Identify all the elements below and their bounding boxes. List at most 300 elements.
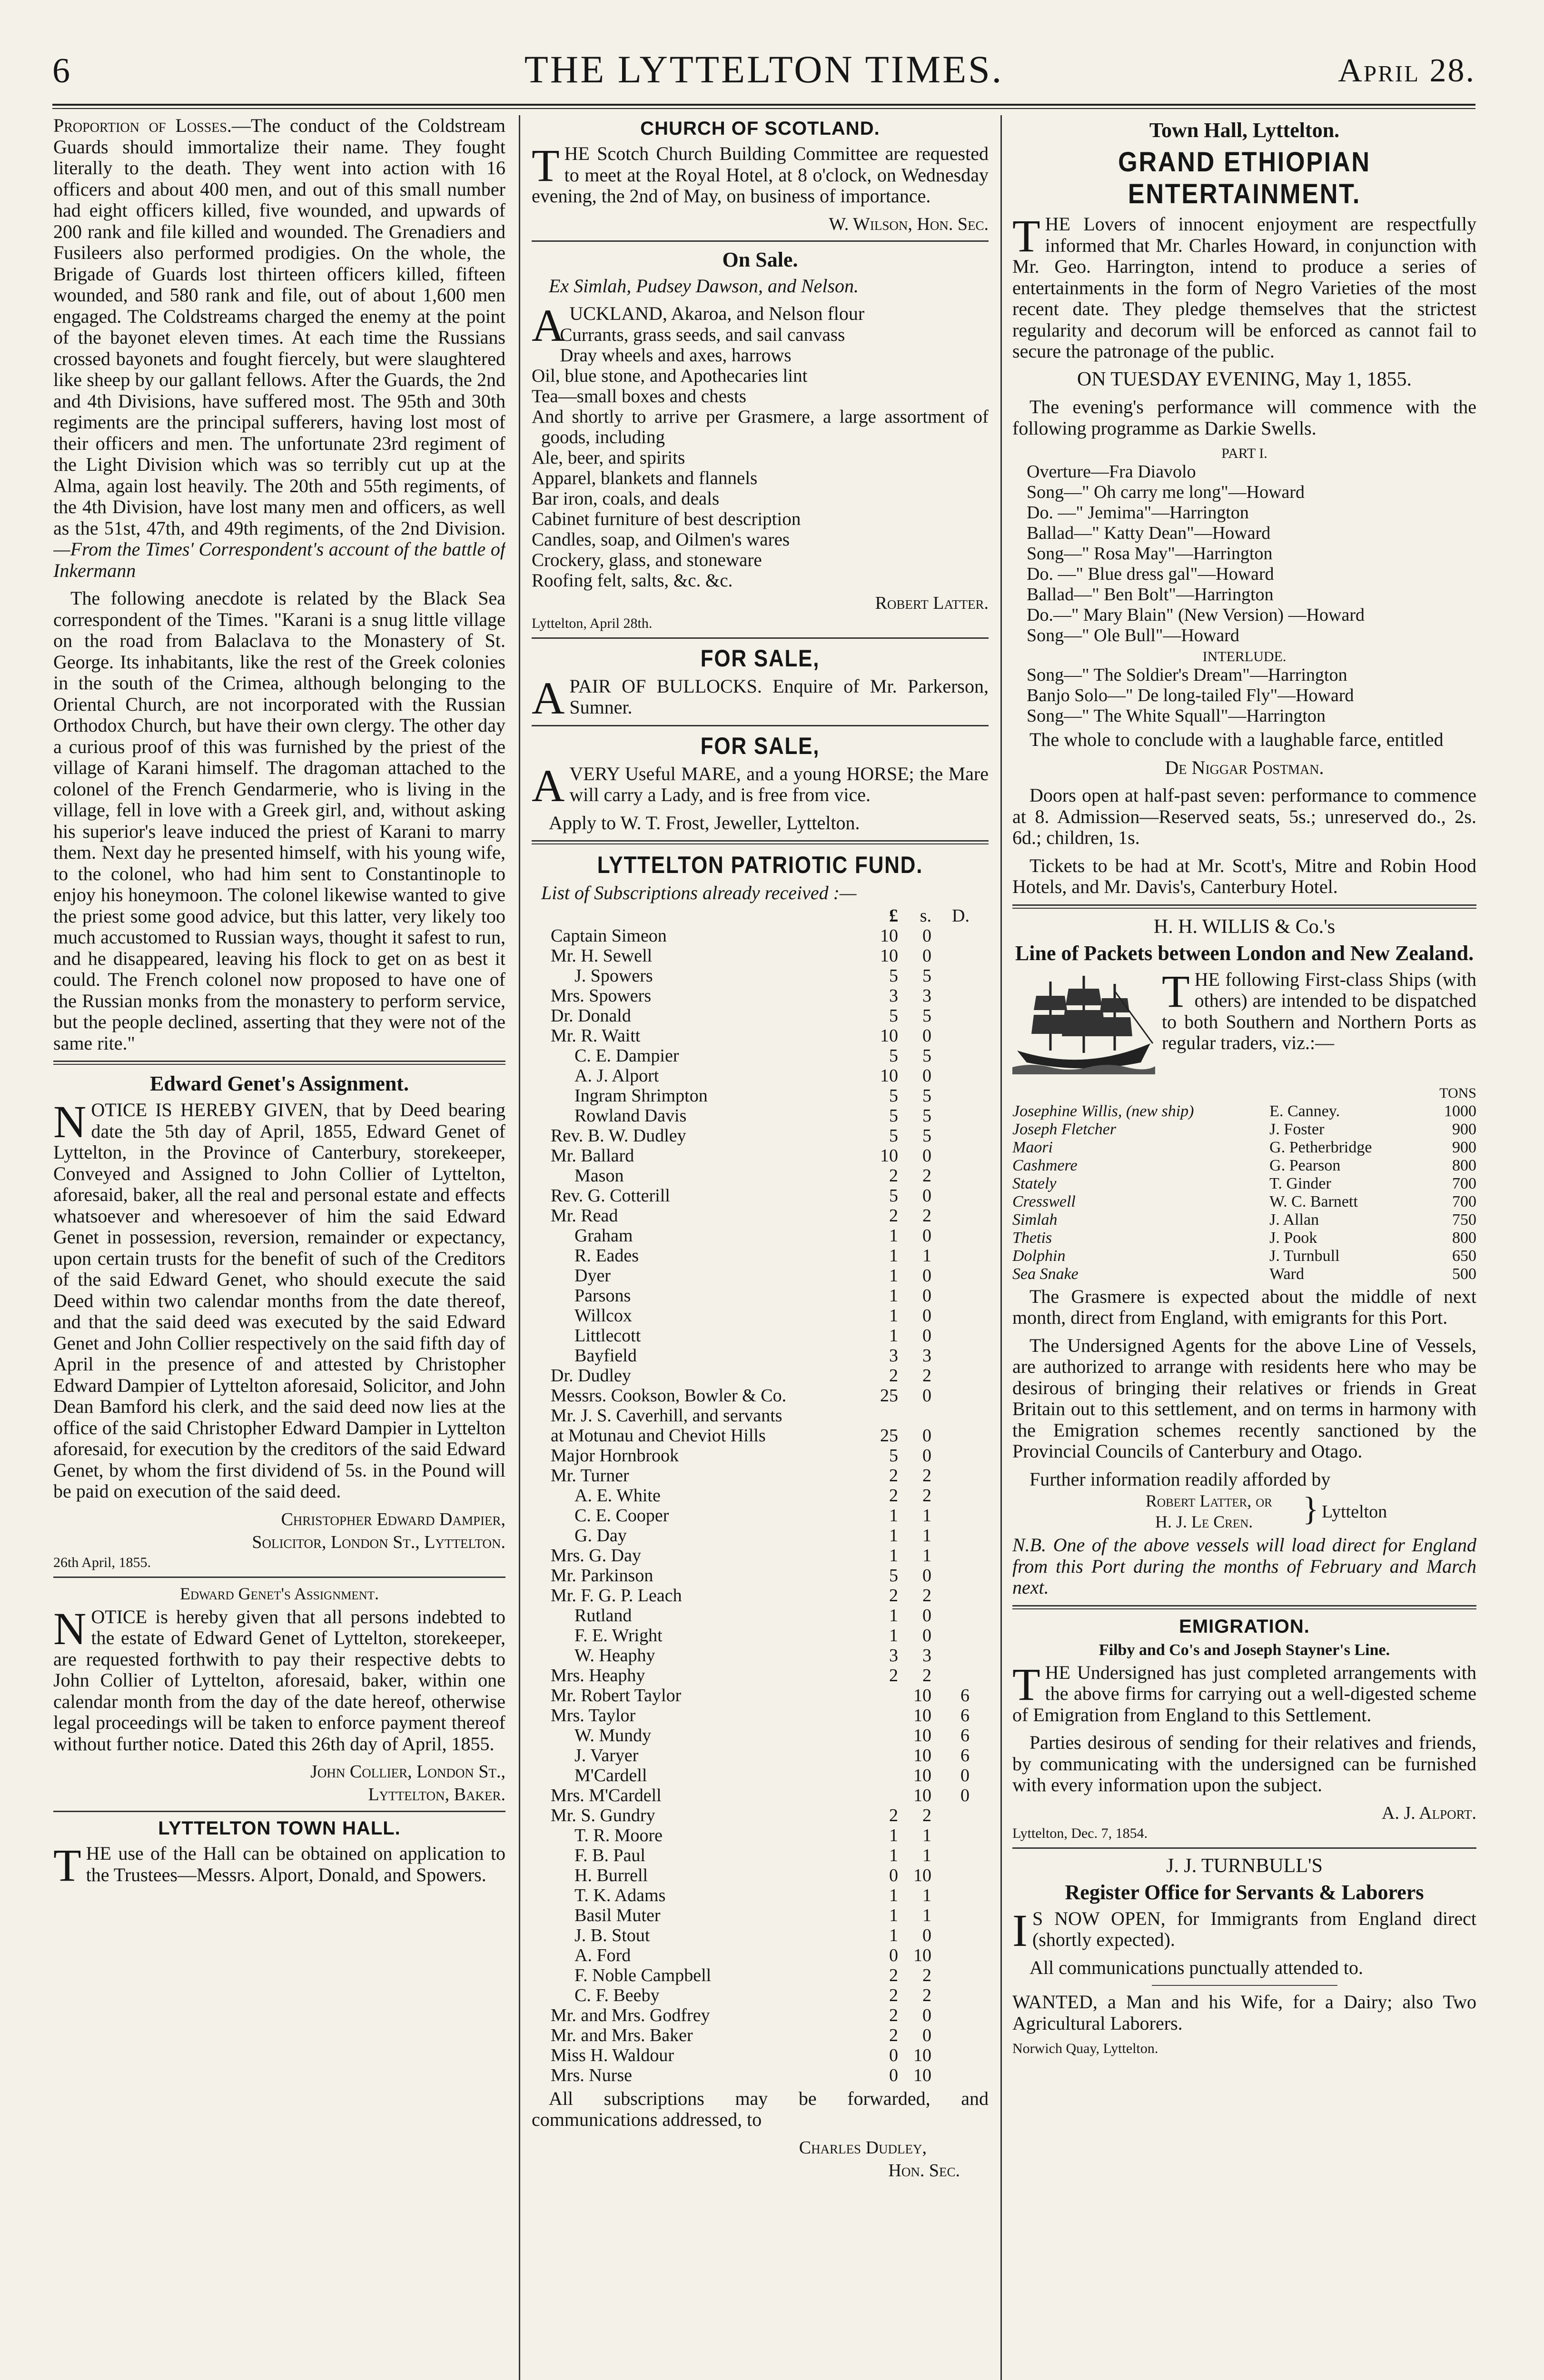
ship-master: W. C. Barnett (1269, 1192, 1358, 1210)
amount-pence (931, 946, 989, 966)
amount-pence (931, 1426, 989, 1446)
amount-pence (931, 1865, 989, 1885)
agents-block (1012, 1491, 1476, 1535)
genet-notice (53, 1096, 505, 1502)
subscriber-name: Dr. Dudley (551, 1365, 631, 1386)
amount-shillings: 10 (913, 1705, 931, 1726)
amount-pounds: 5 (889, 1105, 898, 1126)
amount-pounds: 10 (880, 925, 898, 946)
amount-pounds: 2 (889, 1665, 898, 1686)
ship-tons: 500 (1452, 1265, 1476, 1283)
subscription-row (532, 1046, 989, 1066)
section-rule (53, 1061, 505, 1065)
subscriber-name: at Motunau and Cheviot Hills (551, 1425, 766, 1446)
drop-cap: T (1162, 965, 1190, 1017)
subscriber-name: Mr. Ballard (551, 1145, 634, 1166)
subscriber-name: Mr. Parkinson (551, 1565, 653, 1586)
subscription-row (532, 1706, 989, 1726)
program-item: Song—" Oh carry me long"—Howard (1027, 482, 1305, 502)
section-rule (53, 1811, 505, 1812)
willis-agents: The Undersigned Agents for the above Line of Vessels, are authorized to arrange with residents here who may be desirous of bringing their relatives or friends in Great Britain out to this settlement, and on terms in harmony with the Emigration schemes recently sanctioned by the Provincial Councils of Canterbury and Otago. (1012, 1334, 1476, 1462)
amount-pence (931, 2025, 989, 2045)
ship-master: E. Canney. (1269, 1102, 1340, 1120)
church-notice (532, 140, 989, 207)
amount-pounds: 10 (880, 1025, 898, 1046)
amount-pounds (865, 1686, 898, 1706)
program-farce: De Niggar Postman. (1165, 756, 1324, 778)
church-heading: CHURCH OF SCOTLAND. (640, 118, 880, 139)
subscription-table (532, 906, 989, 2085)
subscriber-name: Mr. H. Sewell (551, 945, 653, 966)
drop-cap: I (1012, 1904, 1028, 1956)
ship-master: T. Ginder (1269, 1174, 1331, 1192)
turnbull-name: J. J. TURNBULL'S (1166, 1854, 1323, 1877)
amount-pence (931, 1646, 989, 1666)
subscriber-name: Basil Muter (574, 1905, 661, 1925)
agent-name: Robert Latter, or (1146, 1491, 1272, 1510)
amount-pence (931, 1306, 989, 1326)
ship-tons: 1000 (1444, 1102, 1476, 1120)
subscriber-name: Bayfield (574, 1345, 637, 1366)
signature: A. J. Alport. (1382, 1803, 1476, 1823)
onsale-item: Crockery, glass, and stoneware (532, 549, 762, 570)
drop-cap: T (53, 1840, 81, 1891)
amount-shillings: 2 (922, 1665, 931, 1686)
amount-shillings: 5 (922, 965, 931, 986)
subscriber-name: W. Mundy (574, 1725, 652, 1745)
article-body: —The conduct of the Coldstream Guards should immortalize their name. They fought literally to the death. They went into action with 16 officers and about 400 men, and out of this small number had eight officers killed, five wounded, and upwards of 200 rank and file killed and wounded. The Grenadiers and Fusileers also performed prodigies. On the whole, the Brigade of Guards lost thirteen officers killed, fifteen wounded, and 580 rank and file, out of about 1,600 men engaged. The Coldstreams charged the enemy at the point of the bayonet eleven times. At each time the Russians crossed bayonets and fought fiercely, but were slaughtered like sheep by our gallant fellows. After the Guards, the 2nd and 4th Divisions, have suffered most. The 95th and 30th regiments are the principal sufferers, having lost most of their officers and men. The unfortunate 23rd regiment of the Light Division which was so terribly cut up at the Alma, again lost heavily. The 20th and 55th regiments, of the 4th Division, have lost many men and officers, as well as the 51st, 47th, and 49th regiments, of the 2nd Division. (53, 115, 505, 539)
amount-shillings: 2 (922, 1205, 931, 1226)
ship-vessel: Thetis (1012, 1229, 1052, 1247)
subscriber-name: Mrs. Spowers (551, 985, 652, 1006)
amount-pence: 6 (960, 1745, 970, 1765)
subscription-row (532, 1825, 989, 1845)
subscription-row (532, 1526, 989, 1546)
subscription-row (532, 1885, 989, 1905)
subscriber-name: W. Heaphy (574, 1645, 655, 1666)
ship-tons: 650 (1452, 1247, 1476, 1265)
genet2-heading: Edward Genet's Assignment. (180, 1584, 379, 1603)
amount-pence (931, 1546, 989, 1566)
subscriber-name: G. Day (574, 1525, 627, 1546)
willis-further: Further information readily afforded by (1029, 1468, 1331, 1490)
notice-body: HE following First-class Ships (with others) are intended to be dispatched to both Southern and Northern Ports as regular traders, viz.:— (1162, 968, 1476, 1053)
amount-shillings: 0 (922, 945, 931, 966)
amount-pounds: 5 (889, 1005, 898, 1026)
amount-pounds: 2 (889, 1805, 898, 1825)
amount-shillings: 0 (922, 1605, 931, 1626)
ship-rows (1012, 1102, 1476, 1283)
section-rule (532, 840, 989, 844)
amount-pounds: 1 (889, 1825, 898, 1845)
amount-pounds: 1 (889, 1325, 898, 1346)
amount-pounds: 2 (889, 1485, 898, 1506)
amount-pounds: 2 (889, 1205, 898, 1226)
amount-shillings: 10 (913, 2065, 931, 2085)
ship-row (1012, 1175, 1476, 1193)
issue-date: April 28. (1338, 52, 1475, 89)
sailing-ship-icon (1012, 972, 1155, 1081)
onsale-lead-text: UCKLAND, Akaroa, and Nelson flour (569, 303, 865, 324)
subscription-row (532, 1626, 989, 1646)
program-list-1 (1012, 462, 1476, 646)
page-number: 6 (52, 51, 70, 90)
onsale-item: Bar iron, coals, and deals (532, 488, 720, 509)
program-item: Ballad—" Ben Bolt"—Harrington (1027, 585, 1274, 605)
subscriber-name: A. Ford (574, 1945, 631, 1965)
ship-row (1012, 1121, 1476, 1139)
amount-pounds: 0 (889, 1865, 898, 1885)
amount-pounds: 3 (889, 1345, 898, 1366)
program-item: Song—" Rosa May"—Harrington (1027, 544, 1273, 564)
subscriber-name: Rowland Davis (574, 1105, 687, 1126)
ethiopian-intro: The evening's performance will commence with the following programme as Darkie Swells. (1012, 396, 1476, 439)
amount-pence (931, 1985, 989, 2005)
subscription-row (532, 1086, 989, 1106)
signature: Christopher Edward Dampier, (281, 1509, 505, 1529)
amount-pence (931, 1326, 989, 1346)
subscription-row (532, 1905, 989, 1925)
ship-master: Ward (1269, 1265, 1304, 1283)
notice-body: PAIR OF BULLOCKS. Enquire of Mr. Parkerson, Sumner. (569, 675, 989, 718)
amount-pence: 6 (960, 1685, 970, 1706)
signature: Robert Latter. (875, 593, 989, 613)
amount-shillings: 0 (922, 2025, 931, 2045)
amount-pounds (865, 1706, 898, 1726)
amount-pounds (865, 1745, 898, 1765)
amount-pence (931, 966, 989, 986)
amount-shillings: 3 (922, 985, 931, 1006)
emigration-p2: Parties desirous of sending for their relatives and friends, by communicating with the undersigned can be furnished with every information upon the subject. (1012, 1732, 1476, 1795)
drop-cap: N (53, 1096, 87, 1147)
amount-pounds: 1 (889, 1545, 898, 1566)
turnbull-wanted: WANTED, a Man and his Wife, for a Dairy; also Two Agricultural Laborers. (1012, 1991, 1476, 2034)
amount-pence (931, 1166, 989, 1186)
article-lead: Proportion of Losses. (53, 115, 232, 136)
subscription-row (532, 1286, 989, 1306)
amount-pounds: 5 (889, 1085, 898, 1106)
turnbull-address: Norwich Quay, Lyttelton. (1012, 2041, 1158, 2056)
subscription-row (532, 1226, 989, 1246)
amount-pence (931, 1046, 989, 1066)
subscriber-name: Parsons (574, 1285, 631, 1306)
column-1 (53, 115, 505, 2380)
subscription-row (532, 1486, 989, 1506)
subscriber-name: Willcox (574, 1305, 632, 1326)
program-item: Do.—" Mary Blain" (New Version) —Howard (1027, 605, 1365, 625)
program-item: Do. —" Blue dress gal"—Howard (1027, 564, 1274, 584)
ship-master: G. Petherbridge (1269, 1138, 1372, 1156)
subscriber-name: Miss H. Waldour (551, 2045, 674, 2065)
subscriber-name: Dr. Donald (551, 1005, 631, 1026)
amount-pounds: 5 (889, 1125, 898, 1146)
amount-pounds: 2 (889, 1165, 898, 1186)
amount-pounds: 1 (889, 1885, 898, 1905)
amount-pounds: 25 (880, 1425, 898, 1446)
amount-shillings: 10 (913, 1685, 931, 1706)
masthead-rule (52, 104, 1475, 109)
townhall-notice (53, 1840, 505, 1891)
program-part-1: PART I. (1221, 446, 1267, 461)
amount-shillings: 0 (922, 1425, 931, 1446)
subscription-row (532, 1426, 989, 1446)
ship-vessel: Cresswell (1012, 1192, 1076, 1210)
ship-vessel: Stately (1012, 1174, 1057, 1192)
karani-anecdote: The following anecdote is related by the Black Sea correspondent of the Times. "Karani is a snug little village on the road from Balaclava to the Monastery of St. George. Its inhabitants, like the rest of the Greek colonies in the south of the Crimea, although belonging to the Oriental Church, are not incorporated with the Russian Orthodox Church, but have their own clergy. The other day a curious proof of this was furnished by the priest of the village of Karani himself. The dragoman attached to the colonel of the French Gendarmerie, who is living in the village, fell in love with a Greek girl, and, without asking his superior's leave induced the priest of Karani to marry them. Next day he presented himself, with his young wife, to the colonel, who had him sent to Constantinople to enjoy his honeymoon. The colonel likewise wanted to give the priest some good advice, but this latter, very likely too much accustomed to Russian ways, thought it safest to run, and he disappeared, leaving his flock to get on as best it could. The French colonel now proposed to have one of the Russian monks from the monastery to perform service, but the people declined, asserting that they were not of the same rite." (53, 587, 505, 1054)
amount-shillings: 2 (922, 1585, 931, 1606)
subscriber-name: Mason (574, 1165, 624, 1186)
subscriber-name: Ingram Shrimpton (574, 1085, 708, 1106)
subscriber-name: Mr. Turner (551, 1465, 629, 1486)
program-conclude: The whole to conclude with a laughable farce, entitled (1029, 729, 1444, 750)
subscription-row (532, 1306, 989, 1326)
shillings-header: s. (920, 905, 931, 926)
amount-pence (931, 1386, 989, 1406)
subscription-row (532, 1386, 989, 1406)
amount-pence (931, 1606, 989, 1626)
amount-shillings: 0 (922, 1265, 931, 1286)
forsale1-heading: FOR SALE, (700, 645, 820, 672)
ship-row (1012, 1229, 1476, 1247)
ship-tons: 750 (1452, 1210, 1476, 1229)
amount-pence (931, 926, 989, 946)
amount-shillings: 1 (922, 1825, 931, 1845)
onsale-item: And shortly to arrive per Grasmere, a large assortment of goods, including (532, 406, 989, 447)
genet2-notice (53, 1603, 505, 1755)
onsale-item: Cabinet furniture of best description (532, 508, 801, 529)
subscription-row (532, 1166, 989, 1186)
amount-pounds: 10 (880, 1145, 898, 1166)
forsale1-notice (532, 672, 989, 724)
subscriber-name: F. Noble Campbell (574, 1965, 712, 1985)
subscription-row (532, 1726, 989, 1745)
subscriber-name: Dyer (574, 1265, 611, 1286)
amount-pounds: 5 (889, 965, 898, 986)
subscriber-name: C. E. Dampier (574, 1045, 679, 1066)
fund-footer: All subscriptions may be forwarded, and communications addressed, to (532, 2087, 989, 2130)
amount-shillings: 0 (922, 1025, 931, 1046)
program-item: Do. —" Jemima"—Harrington (1027, 503, 1249, 523)
amount-pence (931, 1885, 989, 1905)
ship-master: J. Pook (1269, 1229, 1317, 1247)
subscription-row (532, 1745, 989, 1765)
genet-heading: Edward Genet's Assignment. (150, 1072, 409, 1095)
amount-pence (931, 1446, 989, 1466)
amount-pounds: 1 (889, 1605, 898, 1626)
subscriber-name: Rev. B. W. Dudley (551, 1125, 686, 1146)
subscription-rows (532, 926, 989, 2085)
amount-shillings: 2 (922, 1465, 931, 1486)
ship-row (1012, 1247, 1476, 1265)
drop-cap: A (532, 300, 565, 351)
subscription-row (532, 1186, 989, 1206)
amount-shillings (898, 1406, 931, 1426)
column-divider (1000, 115, 1002, 2380)
notice-body: S NOW OPEN, for Immigrants from England direct (shortly expected). (1032, 1907, 1476, 1950)
subscription-row (532, 986, 989, 1006)
amount-shillings: 0 (922, 1925, 931, 1945)
amount-pence (931, 1106, 989, 1126)
amount-pounds: 2 (889, 1965, 898, 1985)
notice-body: VERY Useful MARE, and a young HORSE; the Mare will carry a Lady, and is free from vice. (569, 763, 989, 805)
amount-pence (931, 1666, 989, 1686)
amount-pence (931, 1186, 989, 1206)
ship-vessel: Dolphin (1012, 1247, 1066, 1265)
onsale-item: Tea—small boxes and chests (532, 386, 747, 407)
amount-pence (931, 1266, 989, 1286)
program-item: Overture—Fra Diavolo (1027, 462, 1196, 482)
subscriber-name: Major Hornbrook (551, 1445, 679, 1466)
subscription-row (532, 966, 989, 986)
amount-pounds: 5 (889, 1445, 898, 1466)
amount-pence (931, 1825, 989, 1845)
ship-vessel: Cashmere (1012, 1156, 1078, 1174)
amount-shillings: 0 (922, 1285, 931, 1306)
turnbull-notice (1012, 1904, 1476, 1956)
pence-header: D. (952, 905, 970, 926)
amount-pounds: 25 (880, 1385, 898, 1406)
subscriber-name: J. Spowers (574, 965, 653, 986)
amount-shillings: 1 (922, 1505, 931, 1526)
amount-pence (931, 1086, 989, 1106)
amount-pence (931, 1406, 989, 1426)
amount-pence (931, 1066, 989, 1086)
subscriber-name: Mrs. M'Cardell (551, 1785, 662, 1805)
amount-shillings: 10 (913, 1945, 931, 1965)
amount-shillings: 0 (922, 1225, 931, 1246)
onsale-ships: Ex Simlah, Pudsey Dawson, and Nelson. (549, 275, 859, 297)
amount-shillings: 0 (922, 1325, 931, 1346)
subscription-row (532, 1845, 989, 1865)
subscriber-name: Mr. R. Waitt (551, 1025, 641, 1046)
onsale-item: Candles, soap, and Oilmen's wares (532, 529, 790, 550)
amount-pence (931, 1146, 989, 1166)
subscription-row (532, 1925, 989, 1945)
subscriber-name: Littlecott (574, 1325, 641, 1346)
pounds-header: £ (889, 905, 898, 926)
subscriber-name: Mr. Robert Taylor (551, 1685, 682, 1706)
amount-shillings: 0 (922, 1185, 931, 1206)
subscription-row (532, 1805, 989, 1825)
drop-cap: T (1012, 1658, 1040, 1710)
amount-pounds: 5 (889, 1185, 898, 1206)
subscriber-name: C. E. Cooper (574, 1505, 669, 1526)
amount-pounds: 0 (889, 2065, 898, 2085)
ship-master: J. Allan (1269, 1210, 1319, 1229)
subscription-row (532, 1446, 989, 1466)
column-divider (519, 115, 520, 2380)
notice-lead: OTICE IS HEREBY GIVEN, (91, 1099, 328, 1121)
subscriber-name: Mr. and Mrs. Godfrey (551, 2005, 710, 2025)
subscriber-name: Mr. and Mrs. Baker (551, 2025, 693, 2045)
losses-article (53, 115, 505, 581)
amount-shillings: 10 (913, 1785, 931, 1805)
amount-pence: 6 (960, 1705, 970, 1726)
section-rule (53, 1577, 505, 1578)
subscription-row (532, 1765, 989, 1785)
amount-pence: 0 (960, 1765, 970, 1785)
amount-pence (931, 1506, 989, 1526)
subscriber-name: J. Varyer (574, 1745, 639, 1765)
subscription-row (532, 1566, 989, 1586)
subscription-row (532, 1985, 989, 2005)
masthead (52, 45, 1475, 98)
subscription-row (532, 2005, 989, 2025)
subscriber-name: Rutland (574, 1605, 632, 1626)
ship-master: J. Turnbull (1269, 1247, 1340, 1265)
subscription-row (532, 1586, 989, 1606)
amount-pounds (865, 1726, 898, 1745)
amount-shillings: 1 (922, 1245, 931, 1266)
amount-shillings: 1 (922, 1905, 931, 1925)
amount-pence (931, 1206, 989, 1226)
program-item: Song—" The Soldier's Dream"—Harrington (1027, 665, 1347, 685)
section-rule (1152, 1985, 1337, 1986)
amount-pounds: 5 (889, 1045, 898, 1066)
amount-pounds: 1 (889, 1505, 898, 1526)
amount-shillings: 0 (922, 1625, 931, 1646)
amount-pounds: 1 (889, 1305, 898, 1326)
amount-shillings: 1 (922, 1885, 931, 1905)
amount-shillings: 5 (922, 1105, 931, 1126)
amount-pence (931, 1006, 989, 1026)
amount-pounds (865, 1406, 898, 1426)
subscription-row (532, 1006, 989, 1026)
drop-cap: T (1012, 210, 1040, 261)
section-rule (1012, 1605, 1476, 1609)
agent-place: Lyttelton (1322, 1502, 1387, 1522)
amount-shillings: 0 (922, 1065, 931, 1086)
program-list-2 (1012, 665, 1476, 726)
program-item: Song—" Ole Bull"—Howard (1027, 625, 1239, 645)
townhall-heading: LYTTELTON TOWN HALL. (158, 1818, 401, 1839)
notice-body: HE Undersigned has just completed arrangements with the above firms for carrying out a well-digested scheme of Emigration from England to this Settlement. (1012, 1661, 1476, 1726)
amount-pounds: 2 (889, 1365, 898, 1386)
drop-cap: A (532, 760, 565, 811)
emigration-heading: EMIGRATION. (1179, 1616, 1310, 1637)
turnbull-heading: Register Office for Servants & Laborers (1065, 1880, 1424, 1904)
signature: W. Wilson, Hon. Sec. (829, 214, 989, 234)
amount-pence (931, 1905, 989, 1925)
amount-shillings: 10 (913, 1725, 931, 1745)
amount-shillings: 5 (922, 1125, 931, 1146)
amount-pence (931, 1566, 989, 1586)
onsale-heading: On Sale. (722, 248, 798, 271)
amount-shillings: 0 (922, 1565, 931, 1586)
ethiopian-notice (1012, 210, 1476, 362)
amount-pounds: 10 (880, 1065, 898, 1086)
notice-body: HE use of the Hall can be obtained on application to the Trustees—Messrs. Alport, Donald, and Spowers. (86, 1843, 505, 1885)
amount-shillings: 2 (922, 1485, 931, 1506)
newspaper-title: THE LYTTELTON TIMES. (524, 48, 1004, 91)
amount-pence (931, 2065, 989, 2085)
ship-row (1012, 1211, 1476, 1229)
willis-firm: H. H. WILLIS & Co.'s (1153, 915, 1336, 938)
subscription-row (532, 1326, 989, 1346)
amount-pence (931, 1126, 989, 1146)
subscription-row (532, 1266, 989, 1286)
amount-pounds: 1 (889, 1265, 898, 1286)
signature: Charles Dudley, (799, 2137, 927, 2158)
notice-body: HE Scotch Church Building Committee are requested to meet at the Royal Hotel, at 8 o'clock, on Wednesday evening, the 2nd of May, on business of importance. (532, 143, 989, 207)
subscription-row (532, 2025, 989, 2045)
ship-master: J. Foster (1269, 1120, 1325, 1138)
forsale2-notice (532, 760, 989, 811)
amount-pounds: 3 (889, 1645, 898, 1666)
ships-table (1012, 1084, 1476, 1283)
signature: John Collier, London St., (310, 1762, 505, 1782)
subscription-row (532, 1146, 989, 1166)
